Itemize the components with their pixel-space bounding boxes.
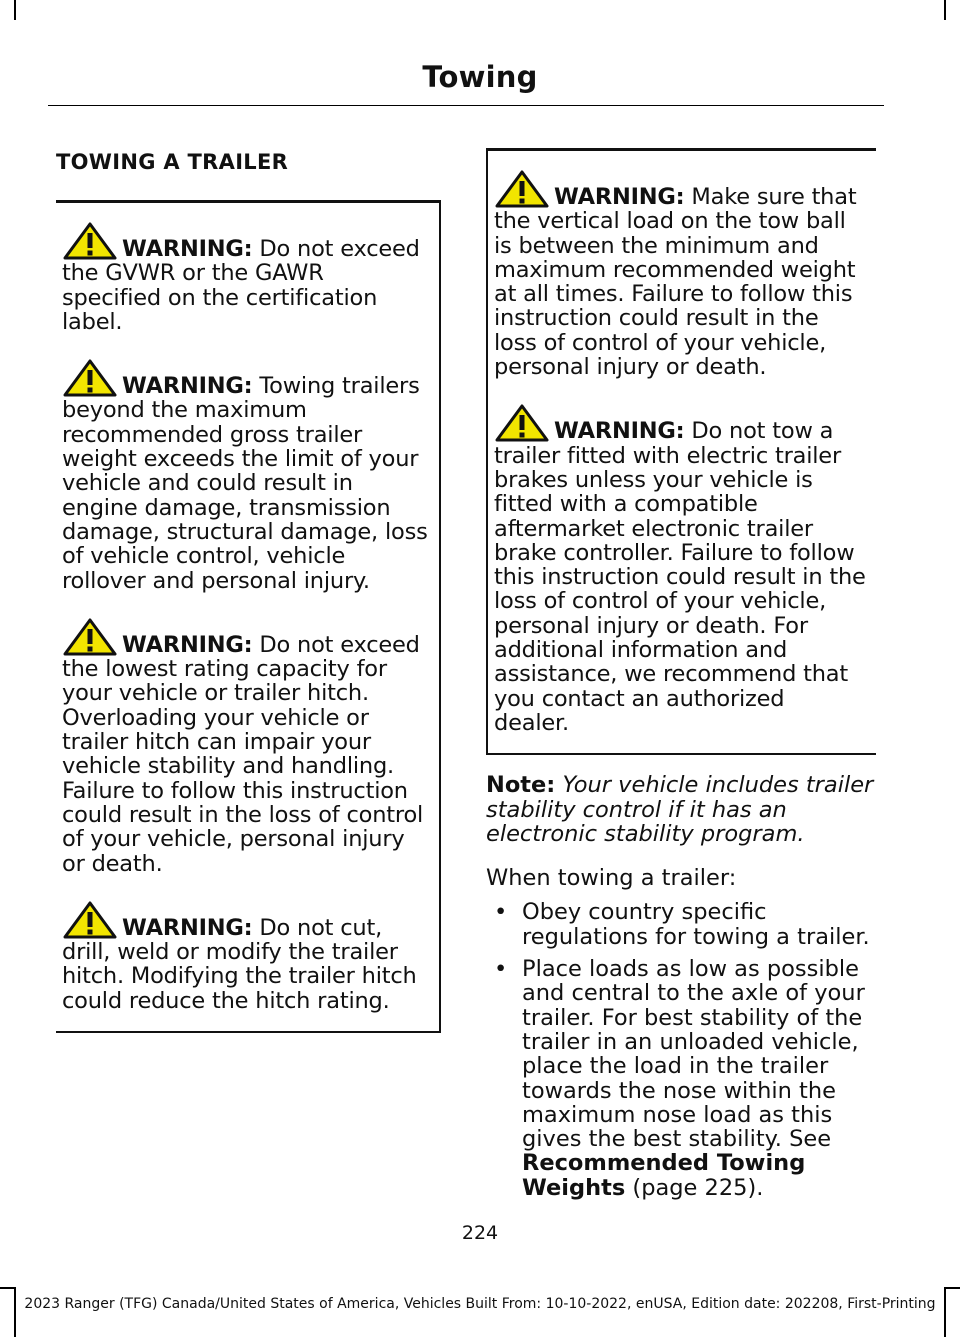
page-header-title: Towing: [422, 60, 538, 94]
warning-item: [494, 403, 866, 735]
warning-triangle-icon: [62, 221, 118, 261]
crop-mark-bottom-left: [14, 1287, 16, 1337]
list-item-text: Place loads as low as possible and central to the axle of your trailer. For best stability of the trailer in an unloaded vehicle, place the load in the trailer towards the nose within the maximum nose load as this gives the best stability. See: [522, 956, 865, 1153]
warning-triangle-icon: [494, 169, 550, 209]
crop-mark-bottom-right: [944, 1287, 946, 1337]
warning-text: Do not exceed the lowest rating capacity for your vehicle or trailer hitch. Overloading your vehicle or trailer hitch can impair your vehicle stability and handling. Failure to follow this instruction could result in the loss of control of your vehicle, personal injury or death.: [62, 631, 424, 877]
warning-text: Do not cut, drill, weld or modify the trailer hitch. Modifying the trailer hitch could reduce the hitch rating.: [62, 914, 417, 1014]
warning-label: WARNING:: [122, 373, 253, 400]
warning-label: WARNING:: [122, 236, 253, 262]
warning-label: WARNING:: [122, 631, 253, 658]
warning-label: WARNING:: [554, 184, 685, 210]
warning-text: Do not exceed the GVWR or the GAWR specified on the certification label.: [62, 236, 420, 335]
warning-triangle-icon: [62, 358, 118, 398]
note-label: Note:: [486, 772, 556, 799]
warning-label: WARNING:: [122, 914, 253, 941]
cross-reference-link[interactable]: Recommended Towing Weights: [522, 1150, 806, 1201]
left-column: [56, 148, 441, 1033]
warning-text: Make sure that the vertical load on the tow ball is between the minimum and maximum recommended weight at all times. Failure to follow this instruction could result in the loss of control of your vehicle, personal injury or death.: [494, 184, 857, 381]
warning-item: [62, 221, 429, 334]
warning-box-left: [56, 200, 441, 1033]
warning-item: [62, 358, 429, 593]
page-number: 224: [461, 1222, 499, 1244]
crop-mark-bottom-right-h: [944, 1287, 960, 1289]
bullet-dot: •: [494, 899, 508, 926]
note-text: Your vehicle includes trailer stability control if it has an electronic stability program.: [486, 772, 874, 847]
section-title: TOWING A TRAILER: [56, 150, 289, 174]
crop-mark-top-right: [944, 0, 946, 20]
warning-label: WARNING:: [554, 418, 685, 445]
warning-text: Towing trailers beyond the maximum recommended gross trailer weight exceeds the limit of your vehicle and could result in engine damage, transmission damage, structural damage, loss of vehicle control, vehicle rollover and personal injury.: [62, 373, 428, 594]
warning-item: [62, 900, 429, 1013]
warning-triangle-icon: [494, 403, 550, 443]
list-item: [486, 900, 876, 949]
bullet-dot: •: [494, 956, 508, 983]
intro-paragraph: When towing a trailer:: [486, 865, 737, 892]
warning-box-right: [486, 148, 876, 755]
warning-text: Do not tow a trailer fitted with electric trailer brakes unless your vehicle is fitted with a compatible aftermarket electronic trailer brake controller. Failure to follow this instruction could result in the loss of control of your vehicle, personal injury or death. For additional information and assistance, we recommend that you contact an authorized dealer.: [494, 418, 866, 736]
header-divider: [48, 105, 884, 106]
right-column: [486, 148, 876, 1208]
page-reference: (page 225).: [632, 1174, 764, 1201]
warning-triangle-icon: [62, 617, 118, 657]
warning-item: [494, 169, 866, 379]
warning-triangle-icon: [62, 900, 118, 940]
warning-item: [62, 617, 429, 876]
crop-mark-bottom-left-h: [0, 1287, 16, 1289]
crop-mark-top-left: [14, 0, 16, 20]
list-item-text: Obey country specific regulations for towing a trailer.: [522, 899, 870, 950]
bullet-list: [486, 900, 876, 1200]
page-footer: 2023 Ranger (TFG) Canada/United States of America, Vehicles Built From: 10-10-2022, enUSA, Edition date: 202208, First-Printing: [24, 1296, 936, 1312]
list-item: [486, 957, 876, 1200]
note-paragraph: [486, 773, 876, 846]
